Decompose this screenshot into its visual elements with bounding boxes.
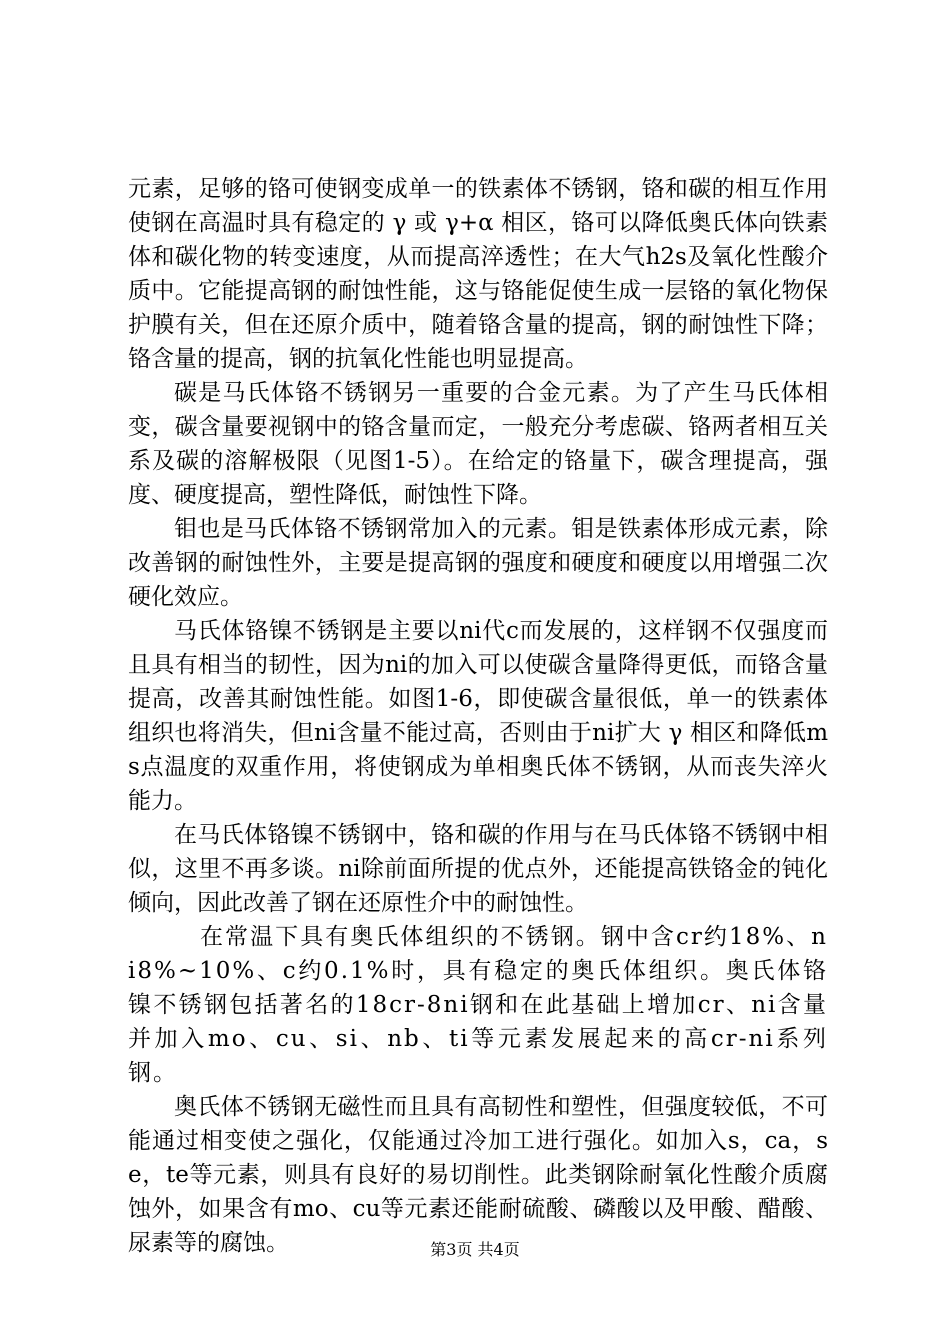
page-number-footer: 第3页 共4页 [430, 1240, 520, 1259]
paragraph-6: 在常温下具有奥氏体组织的不锈钢。钢中含cr约18%、ni8%~10%、c约0.1%时，具有稳定的奥氏体组织。奥氏体铬镍不锈钢包括著名的18cr-8ni钢和在此基础上增加cr、ni含量并加入mo、cu、si、nb、ti等元素发展起来的高cr-ni系列钢。 [128, 924, 828, 1086]
paragraph-3: 钼也是马氏体铬不锈钢常加入的元素。钼是铁素体形成元素，除改善钢的耐蚀性外，主要是提高钢的强度和硬度和硬度以用增强二次硬化效应。 [128, 516, 828, 610]
paragraph-1: 元素，足够的铬可使钢变成单一的铁素体不锈钢，铬和碳的相互作用使钢在高温时具有稳定的 γ 或 γ+α 相区，铬可以降低奥氏体向铁素体和碳化物的转变速度，从而提高淬透性；在大气h2s及氧化性酸介质中。它能提高钢的耐蚀性能，这与铬能促使生成一层铬的氧化物保护膜有关，但在还原介质中，随着铬含量的提高，钢的耐蚀性下降；铬含量的提高，钢的抗氧化性能也明显提高。 [128, 176, 828, 372]
document-body [128, 172, 828, 1260]
paragraph-4: 马氏体铬镍不锈钢是主要以ni代c而发展的，这样钢不仅强度而且具有相当的韧性，因为ni的加入可以使碳含量降得更低，而铬含量提高，改善其耐蚀性能。如图1-6，即使碳含量很低，单一的铁素体组织也将消失，但ni含量不能过高，否则由于ni扩大 γ 相区和降低ms点温度的双重作用，将使钢成为单相奥氏体不锈钢，从而丧失淬火能力。 [128, 618, 828, 814]
paragraph-2: 碳是马氏体铬不锈钢另一重要的合金元素。为了产生马氏体相变，碳含量要视钢中的铬含量而定，一般充分考虑碳、铬两者相互关系及碳的溶解极限（见图1-5）。在给定的铬量下，碳含理提高，强度、硬度提高，塑性降低，耐蚀性下降。 [128, 380, 828, 508]
paragraph-5: 在马氏体铬镍不锈钢中，铬和碳的作用与在马氏体铬不锈钢中相似，这里不再多谈。ni除前面所提的优点外，还能提高铁铬金的钝化倾向，因此改善了钢在还原性介中的耐蚀性。 [128, 822, 828, 916]
paragraph-7: 奥氏体不锈钢无磁性而且具有高韧性和塑性，但强度较低，不可能通过相变使之强化，仅能通过冷加工进行强化。如加入s，ca，se，te等元素，则具有良好的易切削性。此类钢除耐氧化性酸介质腐蚀外，如果含有mo、cu等元素还能耐硫酸、磷酸以及甲酸、醋酸、尿素等的腐蚀。 [128, 1094, 828, 1256]
